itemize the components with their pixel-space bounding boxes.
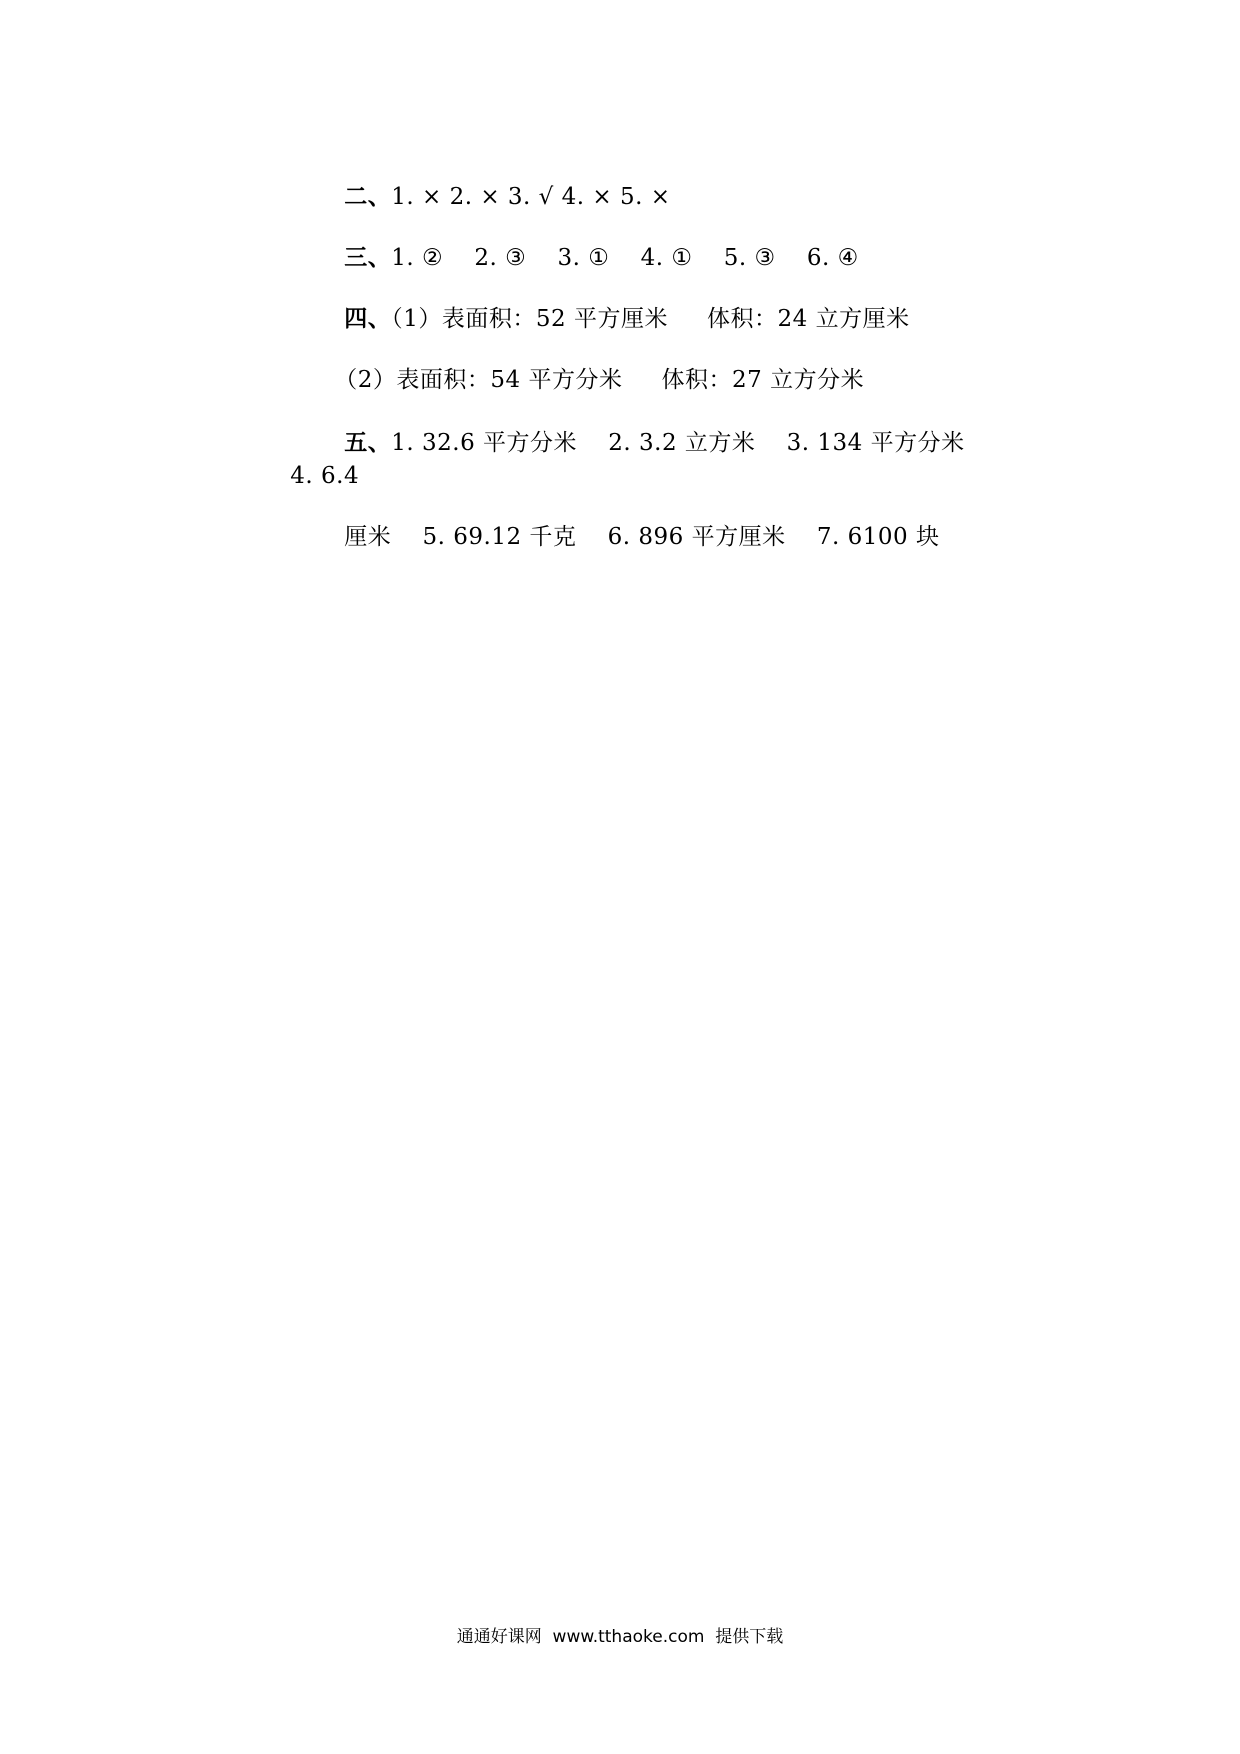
section-5-answers-3: 厘米 5. 69.12 千克 6. 896 平方厘米 7. 6100 块 xyxy=(344,524,940,550)
section-2-answers: 1. × 2. × 3. √ 4. × 5. × xyxy=(391,184,671,210)
section-3-answers: 1. ② 2. ③ 3. ① 4. ① 5. ③ 6. ④ xyxy=(391,245,859,271)
section-4-heading: 四、 xyxy=(344,305,392,332)
section-2-heading: 二、 xyxy=(344,183,392,210)
section-5-answer-4: 4. 6.4 xyxy=(290,463,360,489)
page-footer: 通通好课网 www.tthaoke.com 提供下载 xyxy=(456,1627,784,1647)
section-3-heading: 三、 xyxy=(344,244,392,271)
section-4-answer-2: （2）表面积：54 平方分米 体积：27 立方分米 xyxy=(334,367,865,393)
section-4-answer-1: （1）表面积：52 平方厘米 体积：24 立方厘米 xyxy=(391,306,910,332)
section-5-line-1 xyxy=(313,398,965,488)
section-5-answers-1: 1. 32.6 平方分米 2. 3.2 立方米 3. 134 平方分米 xyxy=(391,430,965,456)
section-5-line-3 xyxy=(313,492,939,582)
section-5-heading: 五、 xyxy=(344,429,392,456)
